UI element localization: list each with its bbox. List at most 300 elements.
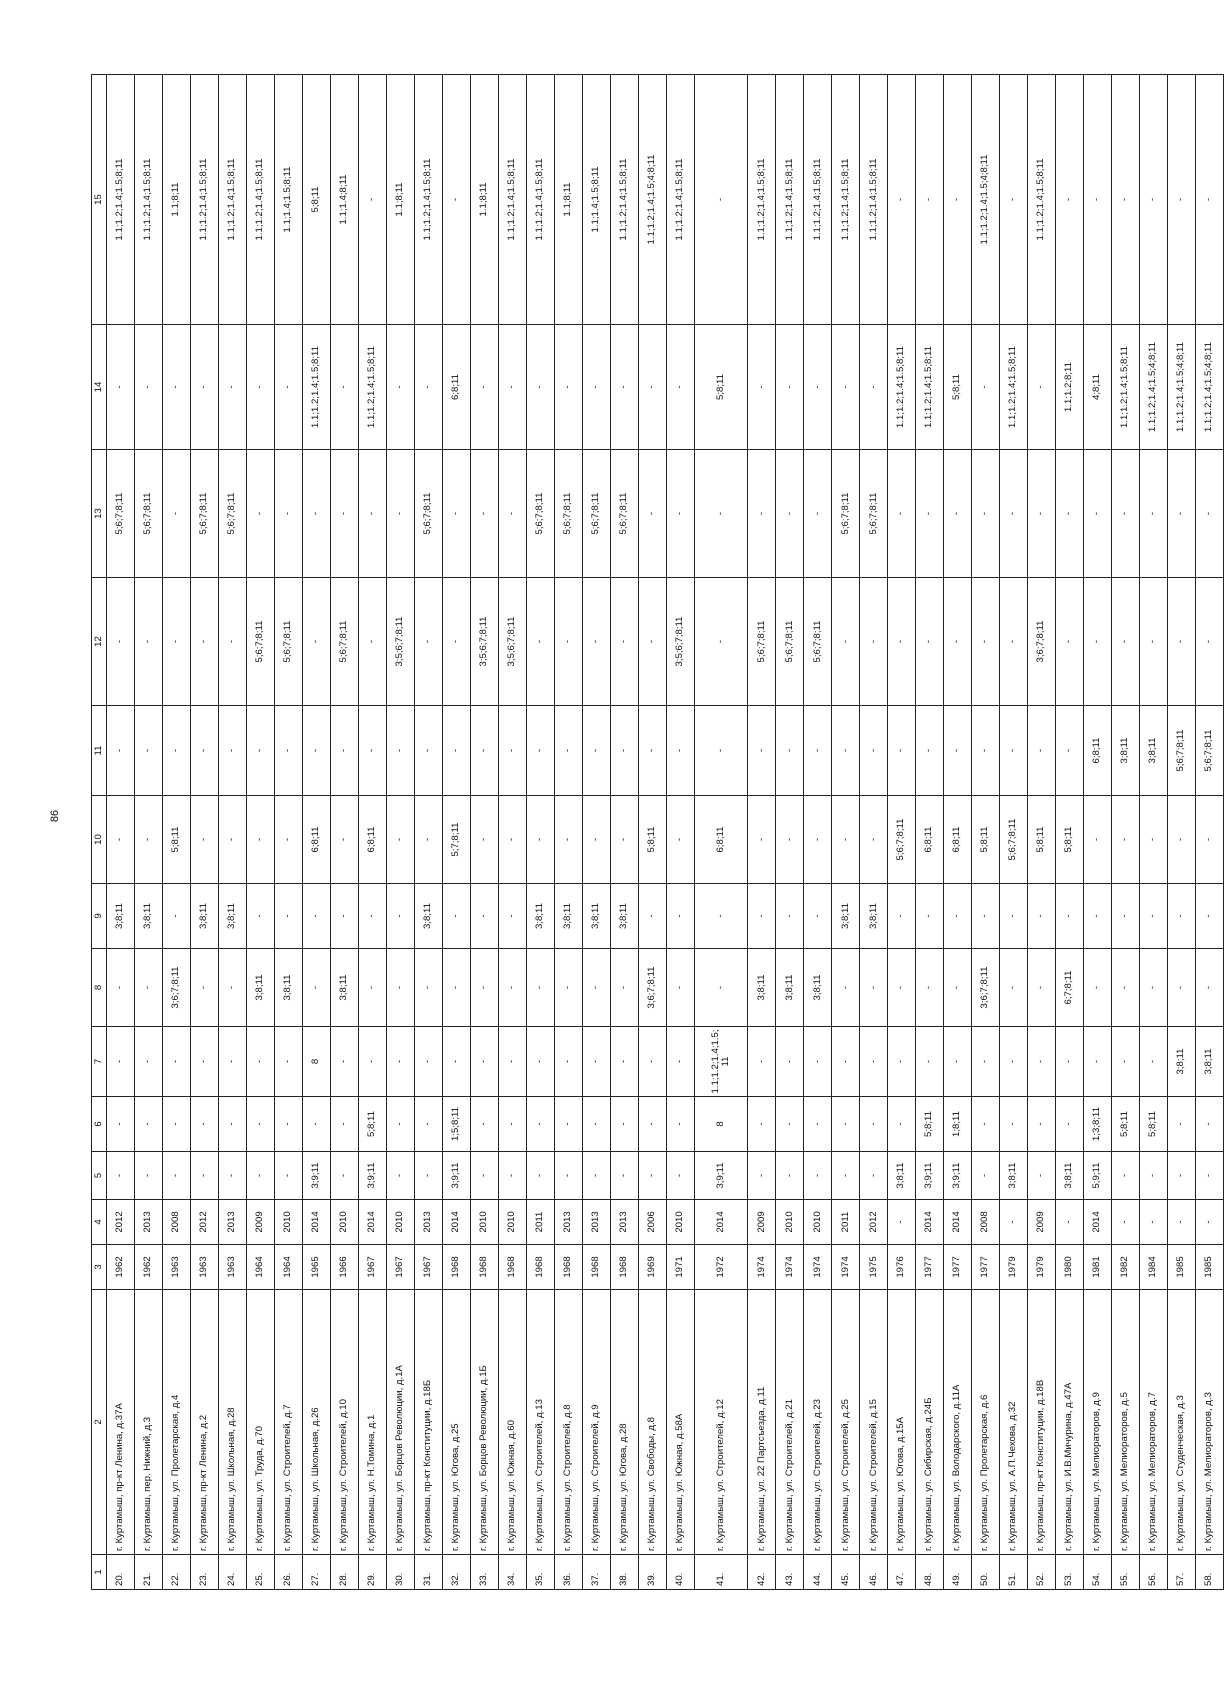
table-cell: -: [971, 1152, 999, 1200]
column-header: 6: [92, 1097, 107, 1152]
table-cell: 6;8;11: [302, 796, 330, 884]
table-cell: -: [748, 884, 776, 949]
table-row: [748, 75, 776, 1590]
table-cell: -: [888, 75, 916, 325]
table-cell: -: [526, 1097, 554, 1152]
table-cell: -: [134, 1152, 162, 1200]
table-cell: 6;7;8;11: [1055, 949, 1083, 1027]
table-cell: 1.1;1.2;1.4;1.5;8;11: [526, 75, 554, 325]
table-cell: -: [358, 578, 386, 706]
table-cell: 1974: [748, 1245, 776, 1290]
table-cell: 3;5;6;7;8;11: [470, 578, 498, 706]
table-cell: -: [666, 325, 694, 450]
table-cell: -: [386, 949, 414, 1027]
table-cell: -: [414, 706, 442, 796]
table-cell: -: [916, 884, 944, 949]
table-cell: 1.1;1.2;1.4;1.5;8;11: [134, 75, 162, 325]
table-cell: -: [916, 450, 944, 578]
table-cell: 6;8;11: [694, 796, 747, 884]
table-cell: -: [1083, 450, 1111, 578]
table-cell: -: [582, 706, 610, 796]
row-number: 41.: [694, 1555, 747, 1590]
table-cell: -: [1111, 75, 1139, 325]
table-cell: -: [1195, 884, 1223, 949]
table-cell: -: [944, 949, 972, 1027]
table-cell: 5;6;7;8;11: [554, 450, 582, 578]
table-cell: 5;8;11: [1055, 796, 1083, 884]
table-cell: -: [748, 706, 776, 796]
row-number: 58.: [1195, 1555, 1223, 1590]
table-cell: -: [638, 1097, 666, 1152]
table-cell: -: [246, 796, 274, 884]
row-number: 32.: [442, 1555, 470, 1590]
table-row: [832, 75, 860, 1590]
table-cell: 5;6;7;8;11: [218, 450, 246, 578]
table-cell: 1969: [638, 1245, 666, 1290]
table-cell: 5;6;7;8;11: [414, 450, 442, 578]
table-cell: 3;8;11: [1055, 1152, 1083, 1200]
table-cell: -: [470, 796, 498, 884]
table-cell: 3;8;11: [274, 949, 302, 1027]
table-cell: -: [498, 450, 526, 578]
table-cell: -: [386, 706, 414, 796]
table-cell: 2010: [330, 1200, 358, 1245]
table-cell: -: [999, 1027, 1027, 1097]
table-cell: 1963: [190, 1245, 218, 1290]
table-cell: -: [498, 949, 526, 1027]
table-cell: -: [1139, 796, 1167, 884]
table-cell: 2013: [610, 1200, 638, 1245]
table-cell: -: [971, 450, 999, 578]
address-cell: г. Куртамыш, ул. Труда, д.70: [246, 1290, 274, 1555]
row-number: 24.: [218, 1555, 246, 1590]
address-cell: г. Куртамыш, ул. Строителей, д.8: [554, 1290, 582, 1555]
address-cell: г. Куртамыш, ул. Мелиораторов, д.9: [1083, 1290, 1111, 1555]
column-header: 11: [92, 706, 107, 796]
table-cell: -: [1167, 75, 1195, 325]
table-cell: -: [1167, 1200, 1195, 1245]
row-number: 43.: [776, 1555, 804, 1590]
table-cell: 1.1;1.2;1.4;1.5;11: [694, 1027, 747, 1097]
table-cell: -: [776, 1152, 804, 1200]
address-cell: г. Куртамыш, ул. Строителей, д.25: [832, 1290, 860, 1555]
column-header: 12: [92, 578, 107, 706]
table-cell: 1.1;1.2;1.4;1.5;8;11: [1111, 325, 1139, 450]
table-cell: 2009: [748, 1200, 776, 1245]
table-cell: 3;6;7;8;11: [1027, 578, 1055, 706]
table-cell: -: [526, 949, 554, 1027]
table-cell: -: [554, 1027, 582, 1097]
table-cell: -: [1027, 706, 1055, 796]
table-cell: 1.1;1.2;1.4;1.5;8;11: [302, 325, 330, 450]
table-cell: -: [246, 325, 274, 450]
table-row: [610, 75, 638, 1590]
table-cell: -: [554, 706, 582, 796]
table-cell: -: [582, 1097, 610, 1152]
table-cell: 5;6;7;8;11: [274, 578, 302, 706]
table-cell: 1968: [526, 1245, 554, 1290]
table-cell: 3;6;7;8;11: [638, 949, 666, 1027]
table-row: [358, 75, 386, 1590]
table-cell: 1.1;1.2;1.4;1.5;8;11: [888, 325, 916, 450]
table-cell: 1964: [246, 1245, 274, 1290]
table-cell: 1977: [916, 1245, 944, 1290]
table-cell: -: [246, 706, 274, 796]
table-cell: -: [134, 1027, 162, 1097]
table-row: [386, 75, 414, 1590]
table-cell: -: [776, 796, 804, 884]
table-cell: -: [610, 1152, 638, 1200]
table-cell: 1968: [442, 1245, 470, 1290]
table-cell: -: [1111, 949, 1139, 1027]
table-cell: 1.1;8;11: [162, 75, 190, 325]
table-cell: 3;8;11: [1195, 1027, 1223, 1097]
row-number: 49.: [944, 1555, 972, 1590]
table-row: [218, 75, 246, 1590]
header-row: [92, 75, 107, 1590]
table-cell: -: [442, 706, 470, 796]
table-cell: -: [386, 1152, 414, 1200]
table-row: [582, 75, 610, 1590]
table-cell: 1.1;1.2;1.4;1.5;8;11: [999, 325, 1027, 450]
table-cell: -: [246, 450, 274, 578]
table-cell: 5;6;7;8;11: [748, 578, 776, 706]
table-cell: -: [666, 949, 694, 1027]
row-number: 48.: [916, 1555, 944, 1590]
table-cell: 1.1;1.2;1.4;1.5;8;11: [190, 75, 218, 325]
table-cell: -: [832, 706, 860, 796]
table-cell: -: [610, 325, 638, 450]
table-cell: 6;8;11: [442, 325, 470, 450]
table-cell: 5;6;7;8;11: [107, 450, 135, 578]
table-cell: -: [274, 1097, 302, 1152]
table-cell: 3;8;11: [776, 949, 804, 1027]
table-cell: 2013: [554, 1200, 582, 1245]
table-cell: -: [1055, 450, 1083, 578]
table-cell: 2014: [1083, 1200, 1111, 1245]
address-cell: г. Куртамыш, ул. Школьная, д.26: [302, 1290, 330, 1555]
table-cell: -: [638, 450, 666, 578]
table-cell: 1.1;1.2;1.4;1.5;8;11: [107, 75, 135, 325]
table-cell: -: [1083, 884, 1111, 949]
table-cell: 3;8;11: [246, 949, 274, 1027]
column-header: 15: [92, 75, 107, 325]
row-number: 39.: [638, 1555, 666, 1590]
table-row: [860, 75, 888, 1590]
table-cell: -: [470, 450, 498, 578]
table-cell: 1.1;1.2;1.4;1.5;8;11: [610, 75, 638, 325]
table-cell: 5;6;7;8;11: [610, 450, 638, 578]
table-cell: -: [666, 706, 694, 796]
table-cell: -: [470, 884, 498, 949]
address-cell: г. Куртамыш, ул. Южная, д.58А: [666, 1290, 694, 1555]
table-cell: -: [1027, 1097, 1055, 1152]
table-cell: -: [1139, 884, 1167, 949]
table-cell: 2009: [246, 1200, 274, 1245]
table-cell: -: [302, 706, 330, 796]
table-cell: 3;8;11: [414, 884, 442, 949]
table-cell: -: [1055, 1027, 1083, 1097]
table-cell: -: [554, 578, 582, 706]
table-cell: -: [638, 706, 666, 796]
table-cell: 3;5;6;7;8;11: [498, 578, 526, 706]
table-cell: -: [1167, 1097, 1195, 1152]
table-cell: 1974: [804, 1245, 832, 1290]
table-cell: 1.1;1.2;1.4;1.5;8;11: [414, 75, 442, 325]
table-cell: -: [1139, 450, 1167, 578]
table-cell: 3;9;11: [302, 1152, 330, 1200]
table-cell: -: [1055, 1097, 1083, 1152]
table-body: [107, 75, 1224, 1590]
table-cell: 5;6;7;8;11: [832, 450, 860, 578]
table-cell: 2013: [218, 1200, 246, 1245]
table-cell: -: [1195, 1200, 1223, 1245]
table-cell: -: [776, 706, 804, 796]
table-cell: 1980: [1055, 1245, 1083, 1290]
table-cell: -: [498, 884, 526, 949]
table-cell: -: [554, 1152, 582, 1200]
table-cell: 1.1;1.2;1.4;1.5;8;11: [804, 75, 832, 325]
table-cell: -: [1027, 949, 1055, 1027]
table-cell: 3;8;11: [554, 884, 582, 949]
table-cell: 2010: [498, 1200, 526, 1245]
table-row: [274, 75, 302, 1590]
table-cell: -: [554, 796, 582, 884]
table-cell: -: [162, 578, 190, 706]
table-cell: -: [582, 1027, 610, 1097]
table-cell: -: [498, 1097, 526, 1152]
table-cell: -: [414, 1152, 442, 1200]
table-cell: -: [162, 706, 190, 796]
table-cell: -: [386, 325, 414, 450]
data-table: [91, 74, 1224, 1590]
table-cell: -: [302, 884, 330, 949]
table-cell: -: [1195, 450, 1223, 578]
table-cell: 2011: [526, 1200, 554, 1245]
table-cell: -: [1027, 1152, 1055, 1200]
table-cell: -: [1195, 578, 1223, 706]
table-cell: -: [860, 1027, 888, 1097]
table-cell: -: [748, 1152, 776, 1200]
table-cell: -: [442, 75, 470, 325]
table-cell: 6;8;11: [916, 796, 944, 884]
table-row: [246, 75, 274, 1590]
table-cell: -: [246, 884, 274, 949]
table-cell: -: [971, 578, 999, 706]
table-cell: -: [498, 796, 526, 884]
table-cell: -: [666, 1097, 694, 1152]
table-cell: 1.1;1.2;1.4;1.5;4;8;11: [1167, 325, 1195, 450]
table-cell: -: [1055, 884, 1083, 949]
table-cell: 1.1;1.2;1.4;1.5;8;11: [916, 325, 944, 450]
table-cell: -: [414, 578, 442, 706]
table-cell: -: [860, 949, 888, 1027]
table-cell: -: [414, 949, 442, 1027]
address-cell: г. Куртамыш, ул. Борцов Революции, д.1А: [386, 1290, 414, 1555]
table-cell: 1985: [1167, 1245, 1195, 1290]
table-cell: 2008: [162, 1200, 190, 1245]
address-cell: г. Куртамыш, пер. Нижний, д.3: [134, 1290, 162, 1555]
table-cell: -: [888, 1027, 916, 1097]
table-cell: -: [860, 1152, 888, 1200]
table-row: [190, 75, 218, 1590]
table-cell: -: [190, 796, 218, 884]
address-cell: г. Куртамыш, ул. Строителей, д.7: [274, 1290, 302, 1555]
table-cell: 1962: [134, 1245, 162, 1290]
table-cell: 3;8;11: [748, 949, 776, 1027]
table-row: [134, 75, 162, 1590]
table-cell: -: [666, 450, 694, 578]
table-cell: -: [610, 1027, 638, 1097]
table-cell: -: [888, 1200, 916, 1245]
table-cell: -: [610, 949, 638, 1027]
table-cell: -: [776, 1027, 804, 1097]
table-cell: 1.1;1.2;1.4;1.5;8;11: [776, 75, 804, 325]
table-cell: -: [666, 796, 694, 884]
table-cell: -: [218, 1027, 246, 1097]
table-cell: -: [218, 325, 246, 450]
table-cell: -: [860, 706, 888, 796]
table-cell: -: [888, 1097, 916, 1152]
address-cell: г. Куртамыш, ул. Югова, д.15А: [888, 1290, 916, 1555]
row-number: 54.: [1083, 1555, 1111, 1590]
table-cell: 1.1;1.4;1.5;8;11: [274, 75, 302, 325]
address-cell: г. Куртамыш, ул. Югова, д.28: [610, 1290, 638, 1555]
table-cell: 5;8;11: [1111, 1097, 1139, 1152]
table-cell: -: [190, 325, 218, 450]
table-cell: -: [748, 450, 776, 578]
row-number: 23.: [190, 1555, 218, 1590]
table-cell: 1977: [944, 1245, 972, 1290]
table-row: [526, 75, 554, 1590]
table-cell: 2014: [916, 1200, 944, 1245]
table-row: [498, 75, 526, 1590]
table-header: [92, 75, 107, 1590]
table-cell: -: [1083, 578, 1111, 706]
table-cell: 5;8;11: [302, 75, 330, 325]
table-cell: 1964: [274, 1245, 302, 1290]
table-cell: 1.1;1.2;1.4;1.5;8;11: [832, 75, 860, 325]
table-cell: 1968: [582, 1245, 610, 1290]
table-cell: -: [554, 325, 582, 450]
table-cell: 6;8;11: [358, 796, 386, 884]
row-number: 22.: [162, 1555, 190, 1590]
table-cell: -: [107, 1027, 135, 1097]
table-cell: 1;3;8;11: [1083, 1097, 1111, 1152]
table-cell: -: [162, 884, 190, 949]
table-cell: -: [302, 450, 330, 578]
table-cell: -: [330, 1027, 358, 1097]
table-cell: -: [274, 796, 302, 884]
table-cell: -: [748, 796, 776, 884]
table-cell: 2010: [274, 1200, 302, 1245]
table-row: [1083, 75, 1111, 1590]
table-cell: -: [776, 1097, 804, 1152]
table-cell: 6;8;11: [1083, 706, 1111, 796]
table-row: [1167, 75, 1195, 1590]
address-cell: г. Куртамыш, ул. Строителей, д.13: [526, 1290, 554, 1555]
row-number: 21.: [134, 1555, 162, 1590]
table-cell: -: [358, 949, 386, 1027]
table-cell: 3;8;11: [190, 884, 218, 949]
table-cell: -: [190, 949, 218, 1027]
table-cell: -: [694, 75, 747, 325]
table-cell: -: [107, 949, 135, 1027]
row-number: 28.: [330, 1555, 358, 1590]
table-cell: -: [218, 706, 246, 796]
table-cell: 3;8;11: [1139, 706, 1167, 796]
table-cell: -: [888, 578, 916, 706]
table-cell: 3;8;11: [610, 884, 638, 949]
table-cell: -: [610, 578, 638, 706]
row-number: 42.: [748, 1555, 776, 1590]
table-cell: 1.1;1.2;1.4;1.5;8;11: [246, 75, 274, 325]
table-cell: -: [330, 1097, 358, 1152]
table-cell: 1979: [999, 1245, 1027, 1290]
table-cell: -: [330, 884, 358, 949]
table-cell: -: [498, 706, 526, 796]
table-cell: -: [246, 1027, 274, 1097]
row-number: 51.: [999, 1555, 1027, 1590]
table-cell: 3;8;11: [860, 884, 888, 949]
table-cell: 1;5;8;11: [442, 1097, 470, 1152]
table-cell: -: [470, 325, 498, 450]
address-cell: г. Куртамыш, ул. Строителей, д.12: [694, 1290, 747, 1555]
table-cell: -: [694, 706, 747, 796]
table-cell: -: [162, 450, 190, 578]
address-cell: г. Куртамыш, ул. Пролетарская, д.4: [162, 1290, 190, 1555]
address-cell: г. Куртамыш, ул. Н.Томина, д.1: [358, 1290, 386, 1555]
table-cell: -: [832, 578, 860, 706]
table-cell: -: [971, 325, 999, 450]
table-cell: -: [1083, 1027, 1111, 1097]
table-cell: 5;6;7;8;11: [330, 578, 358, 706]
table-cell: -: [162, 325, 190, 450]
column-header: 10: [92, 796, 107, 884]
table-cell: -: [1111, 1200, 1139, 1245]
table-cell: 5;6;7;8;11: [526, 450, 554, 578]
table-cell: 1963: [218, 1245, 246, 1290]
table-cell: 1963: [162, 1245, 190, 1290]
table-row: [944, 75, 972, 1590]
table-cell: -: [134, 578, 162, 706]
table-row: [414, 75, 442, 1590]
table-row: [776, 75, 804, 1590]
table-cell: -: [386, 1097, 414, 1152]
table-cell: -: [107, 796, 135, 884]
address-cell: г. Куртамыш, ул. Володарского, д.11А: [944, 1290, 972, 1555]
table-cell: -: [999, 1097, 1027, 1152]
table-cell: 1981: [1083, 1245, 1111, 1290]
table-row: [804, 75, 832, 1590]
table-cell: -: [274, 325, 302, 450]
table-cell: -: [1083, 75, 1111, 325]
table-cell: -: [638, 884, 666, 949]
table-cell: -: [1055, 706, 1083, 796]
table-cell: -: [832, 796, 860, 884]
table-cell: -: [470, 1027, 498, 1097]
address-cell: г. Куртамыш, ул. Свободы, д.8: [638, 1290, 666, 1555]
address-cell: г. Куртамыш, ул. Строителей, д.9: [582, 1290, 610, 1555]
table-cell: -: [1139, 949, 1167, 1027]
table-row: [442, 75, 470, 1590]
row-number: 46.: [860, 1555, 888, 1590]
table-cell: 5;6;7;8;11: [888, 796, 916, 884]
table-cell: 2010: [470, 1200, 498, 1245]
table-cell: 2012: [190, 1200, 218, 1245]
table-cell: -: [916, 75, 944, 325]
table-cell: -: [999, 578, 1027, 706]
